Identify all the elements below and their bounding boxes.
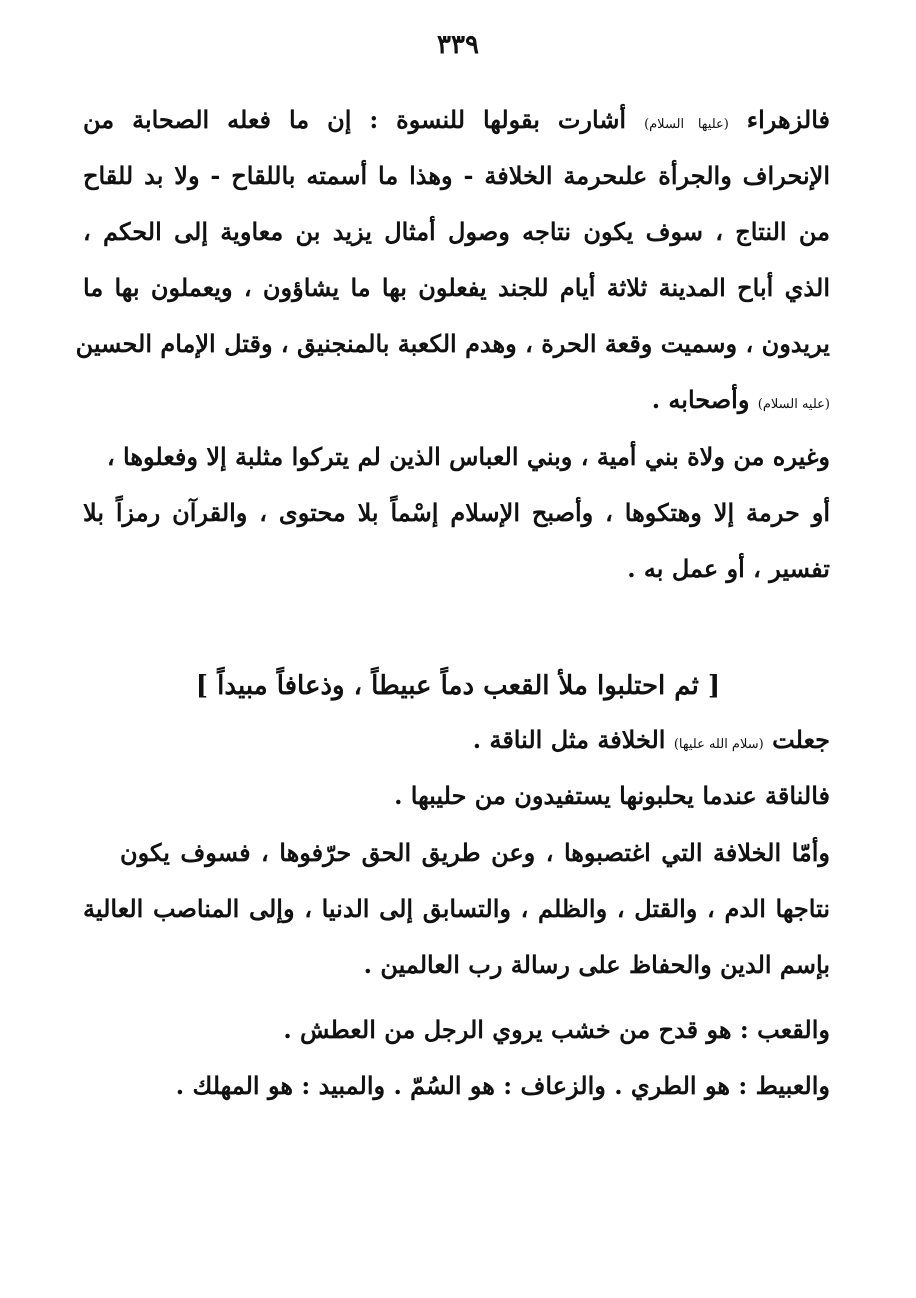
- paragraph-5-line-1: وأمّا الخلافة التي اغتصبوها ، وعن طريق الحق حرّفوها ، فسوف يكون: [120, 838, 830, 867]
- paragraph-1-line-6: [83, 380, 830, 420]
- text-run: فالزهراء: [746, 105, 830, 134]
- honorific-note: (عليه السلام): [757, 397, 830, 412]
- paragraph-2-line-2: أو حرمة إلا وهتكوها ، وأصبح الإسلام إسْماً بلا محتوى ، والقرآن رمزاً بلا: [83, 498, 830, 527]
- paragraph-2-line-1: وغيره من ولاة بني أمية ، وبني العباس الذين لم يتركوا مثلبة إلا وفعلوها ،: [106, 442, 830, 471]
- section-heading: [ ثم احتلبوا ملأ القعب دماً عبيطاً ، وذعافاً مبيداً ]: [195, 671, 721, 701]
- paragraph-6-line-1: والقعب : هو قدح من خشب يروي الرجل من العطش .: [283, 1015, 830, 1044]
- text-run: جعلت: [772, 725, 830, 754]
- paragraph-1-line-1: [83, 100, 830, 140]
- paragraph-1-line-5: يريدون ، وسميت وقعة الحرة ، وهدم الكعبة بالمنجنيق ، وقتل الإمام الحسين: [75, 329, 830, 358]
- text-run: وأصحابه .: [651, 385, 750, 414]
- paragraph-5-line-3: بإسم الدين والحفاظ على رسالة رب العالمين .: [363, 950, 830, 979]
- paragraph-1-line-4: الذي أباح المدينة ثلاثة أيام للجند يفعلون بها ما يشاؤون ، ويعملون بها ما: [83, 273, 830, 302]
- paragraph-7-line-1: والعبيط : هو الطري . والزعاف : هو السُمّ . والمبيد : هو المهلك .: [175, 1071, 830, 1100]
- paragraph-5-line-2: نتاجها الدم ، والقتل ، والظلم ، والتسابق إلى الدنيا ، وإلى المناصب العالية: [83, 894, 830, 923]
- text-run: الخلافة مثل الناقة .: [472, 725, 666, 754]
- honorific-note: (سلام الله عليها): [673, 737, 764, 752]
- text-run: أشارت بقولها للنسوة : إن ما فعله الصحابة من: [83, 105, 627, 134]
- paragraph-1-line-3: من النتاج ، سوف يكون نتاجه وصول أمثال يزيد بن معاوية إلى الحكم ،: [83, 217, 830, 246]
- paragraph-2-line-3: تفسير ، أو عمل به .: [627, 554, 830, 583]
- paragraph-4-line-1: فالناقة عندما يحلبونها يستفيدون من حليبها .: [394, 781, 830, 810]
- paragraph-1-line-2: الإنحراف والجرأة علىحرمة الخلافة - وهذا ما أسمته باللقاح - ولا بد للقاح: [83, 161, 830, 190]
- honorific-note: (عليها السلام): [644, 117, 729, 132]
- page-number: ٣٣٩: [437, 30, 479, 60]
- paragraph-3-line-1: [120, 720, 830, 760]
